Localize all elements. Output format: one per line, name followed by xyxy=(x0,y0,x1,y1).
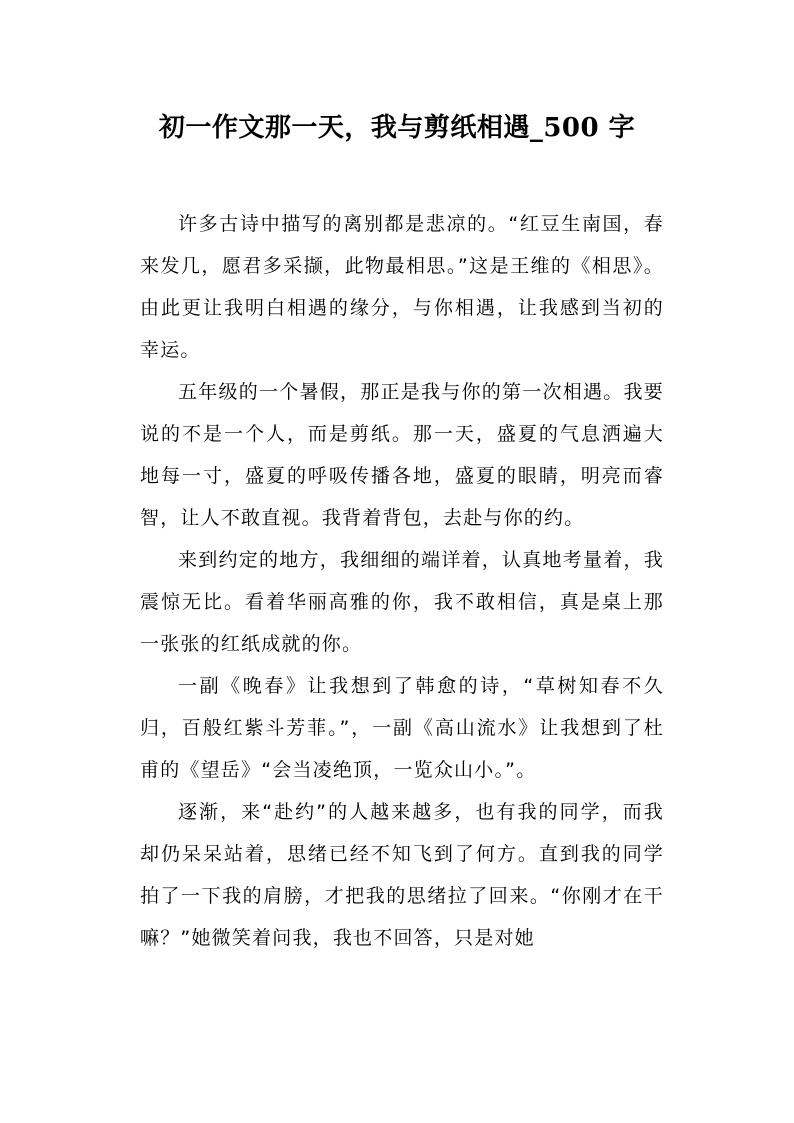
document-title: 初一作文那一天，我与剪纸相遇_500 字 xyxy=(158,113,636,143)
paragraph: 逐渐，来“赴约”的人越来越多，也有我的同学，而我却仍呆呆站着，思绪已经不知飞到了何方。直到我的同学拍了一下我的肩膀，才把我的思绪拉了回来。“你刚才在干嘛？”她微笑着问我，我也不回答，只是对她 xyxy=(140,801,664,949)
document-body xyxy=(140,203,664,959)
paragraph: 许多古诗中描写的离别都是悲凉的。“红豆生南国，春来发几，愿君多采撷，此物最相思。”这是王维的《相思》。由此更让我明白相遇的缘分，与你相遇，让我感到当初的幸运。 xyxy=(140,213,664,361)
paragraph: 一副《晚春》让我想到了韩愈的诗，“草树知春不久归，百般红紫斗芳菲。”，一副《高山流水》让我想到了杜甫的《望岳》“会当凌绝顶，一览众山小。”。 xyxy=(140,675,664,781)
paragraph: 五年级的一个暑假，那正是我与你的第一次相遇。我要说的不是一个人，而是剪纸。那一天，盛夏的气息洒遍大地每一寸，盛夏的呼吸传播各地，盛夏的眼睛，明亮而睿智，让人不敢直视。我背着背包，去赴与你的约。 xyxy=(140,381,664,529)
paragraph: 来到约定的地方，我细细的端详着，认真地考量着，我震惊无比。看着华丽高雅的你，我不敢相信，真是桌上那一张张的红纸成就的你。 xyxy=(140,549,664,655)
